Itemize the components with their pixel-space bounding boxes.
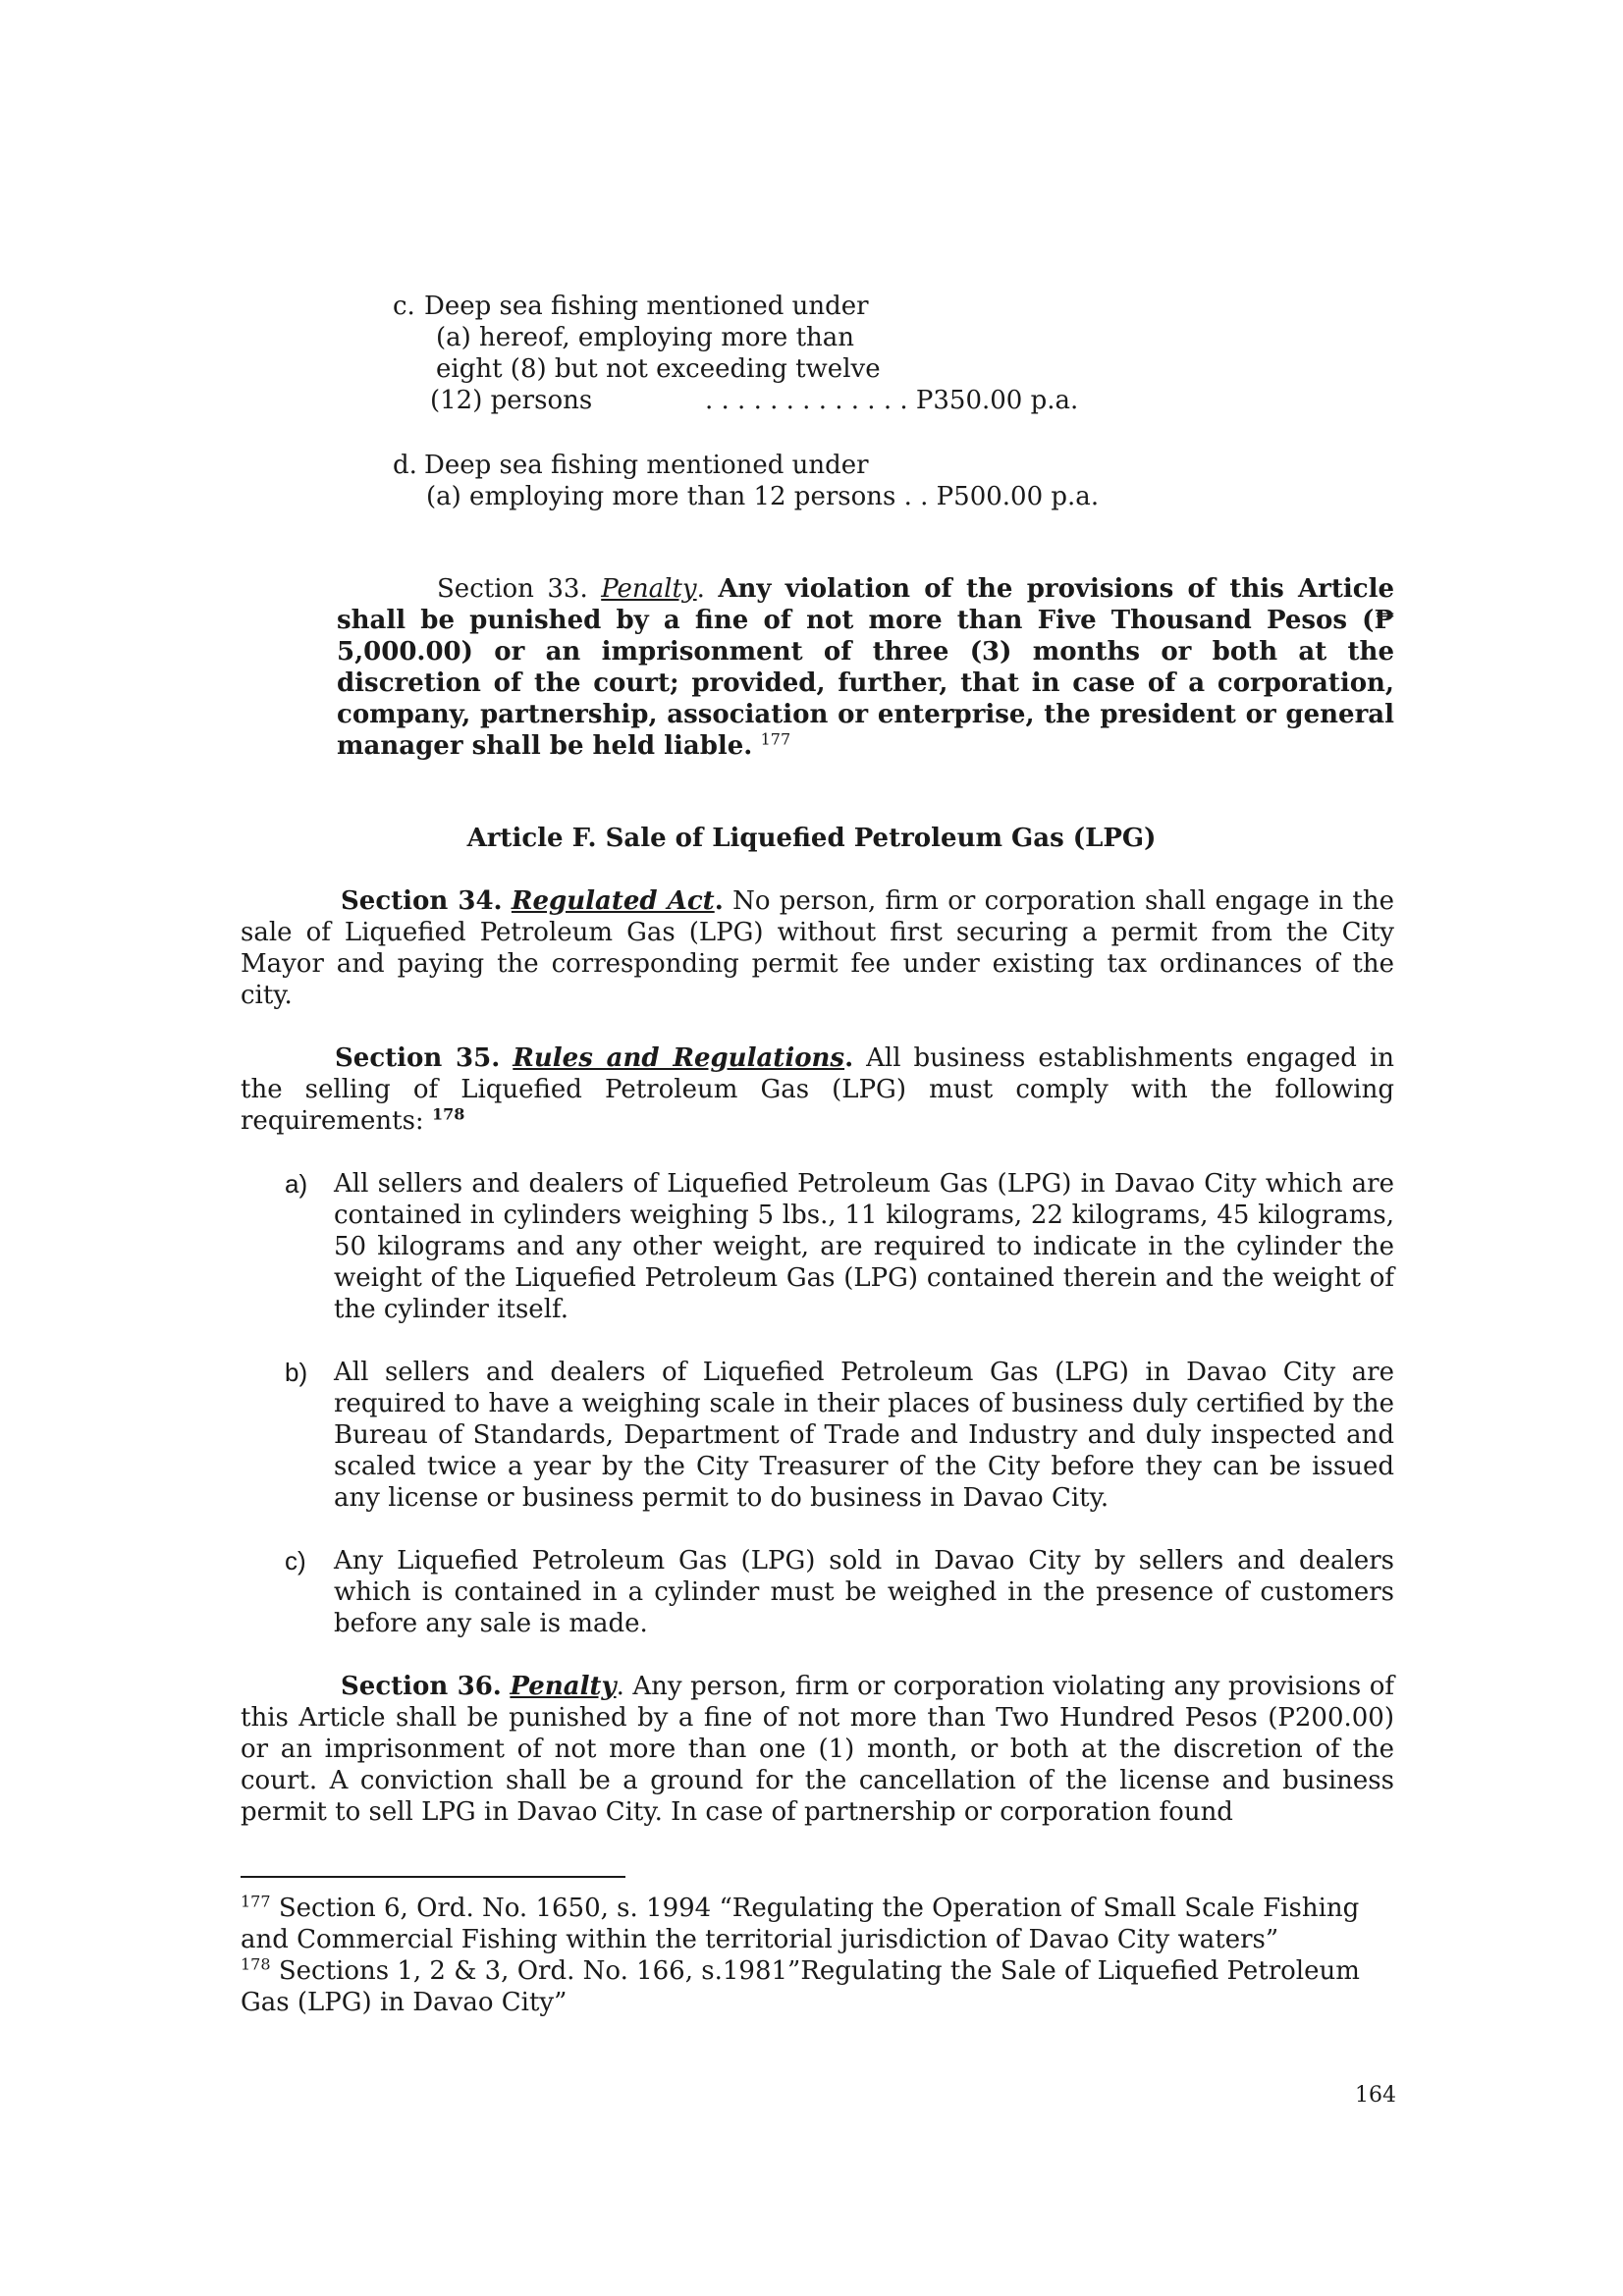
fee-item-line: Deep sea fishing mentioned under [424,292,869,321]
footnote-ref: 177 [760,729,791,749]
list-marker: a) [285,1169,308,1199]
footnote-number: 178 [241,1954,271,1974]
list-marker: c) [285,1546,306,1575]
fee-item-line: (a) employing more than 12 persons . . P500.00 p.a. [426,482,1100,511]
section-number: Section 35. [335,1043,501,1073]
footnote-text: Section 6, Ord. No. 1650, s. 1994 “Regulating the Operation of Small Scale Fishing and Commercial Fishing within the territorial jurisdiction of Davao City waters” [241,1894,1360,1954]
list-item-text: All sellers and dealers of Liquefied Petroleum Gas (LPG) in Davao City are required to have a weighing scale in their places of business duly certified by the Bureau of Standards, Department of Trade and Industry and duly inspected and scaled twice a year by the City Treasurer of the City before they can be issued any license or business permit to do business in Davao City. [334,1358,1394,1513]
fee-item-label: d. [393,451,417,480]
requirement-b [285,1357,1394,1514]
section-33: Section 33. Penalty. Any violation of the provisions of this Article shall be punished by a fine of not more than Five Thousand Pesos (₱ 5,000.00) or an imprisonment of three (3) months or both at the discretion of the court; provided, further, that in case of a corporation, company, partnership, association or enterprise, the president or general manager shall be held liable. $^{177}$ [337,574,1394,761]
section-body: All business establishments engaged in the selling of Liquefied Petroleum Gas (LPG) must comply with the following requirements: [241,1043,1395,1136]
requirement-a [285,1168,1394,1325]
section-34: Section 34. Regulated Act. No person, firm or corporation shall engage in the sale of Liquefied Petroleum Gas (LPG) without first securing a permit from the City Mayor and paying the corresponding permit fee under existing tax ordinances of the city. [241,886,1394,1010]
section-body: Any violation of the provisions of this Article shall be punished by a fine of not more than Five Thousand Pesos (₱ 5,000.00) or an imprisonment of three (3) months or both at the discretion of the court; provided, further, that in case of a corporation, company, partnership, association or enterprise, the president or general manager shall be held liable. [337,574,1394,761]
fee-item-d [393,450,1099,512]
footnote-number: 177 [241,1892,271,1911]
section-body: No person, firm or corporation shall engage in the sale of Liquefied Petroleum Gas (LPG) without first securing a permit from the City Mayor and paying the corresponding permit fee under existing tax ordinances of the city. [241,886,1394,1010]
section-35: Section 35. Rules and Regulations. All business establishments engaged in the selling of Liquefied Petroleum Gas (LPG) must comply with the following requirements: $^{178}$ [241,1043,1395,1136]
page-number: 164 [1355,2083,1396,2108]
requirement-c [285,1545,1394,1639]
section-title: Regulated Act [511,886,715,916]
footnote-text: Sections 1, 2 & 3, Ord. No. 166, s.1981”Regulating the Sale of Liquefied Petroleum Gas (LPG) in Davao City” [241,1956,1360,2017]
article-heading: Article F. Sale of Liquefied Petroleum Gas (LPG) [466,824,1157,853]
list-item-text: Any Liquefied Petroleum Gas (LPG) sold in Davao City by sellers and dealers which is contained in a cylinder must be weighed in the presence of customers before any sale is made. [334,1546,1394,1638]
footnote-ref: 178 [431,1104,465,1124]
section-number: Section 33. [437,574,588,604]
section-title: Rules and Regulations [513,1043,845,1073]
list-marker: b) [285,1358,308,1387]
fee-item-line: (12) persons [430,386,593,415]
section-number: Section 36. [341,1672,502,1701]
footnote-177 [241,1893,1394,1955]
fee-item-line: (a) hereof, employing more than [436,323,855,352]
fee-item-line: Deep sea fishing mentioned under [424,451,869,480]
section-number: Section 34. [341,886,503,916]
section-title: Penalty [601,574,697,604]
section-title: Penalty [510,1672,617,1701]
fee-item-c [393,291,1078,416]
fee-amount: . . . . . . . . . . . . . P350.00 p.a. [705,386,1079,415]
section-body: Any person, firm or corporation violating any provisions of this Article shall be punished by a fine of not more than Two Hundred Pesos (P200.00) or an imprisonment of not more than one (1) month, or both at the discretion of the court. A conviction shall be a ground for the cancellation of the license and business permit to sell LPG in Davao City. In case of partnership or corporation found [241,1672,1395,1827]
list-item-text: All sellers and dealers of Liquefied Petroleum Gas (LPG) in Davao City which are contained in cylinders weighing 5 lbs., 11 kilograms, 22 kilograms, 45 kilograms, 50 kilograms and any other weight, are required to indicate in the cylinder the weight of the Liquefied Petroleum Gas (LPG) contained therein and the weight of the cylinder itself. [334,1169,1394,1324]
fee-item-line: eight (8) but not exceeding twelve [436,354,881,384]
fee-item-label: c. [393,292,415,321]
footnote-178 [241,1955,1394,2018]
section-36: Section 36. Penalty. Any person, firm or corporation violating any provisions of this Article shall be punished by a fine of not more than Two Hundred Pesos (P200.00) or an imprisonment of not more than one (1) month, or both at the discretion of the court. A conviction shall be a ground for the cancellation of the license and business permit to sell LPG in Davao City. In case of partnership or corporation found [241,1672,1395,1827]
footnote-separator [241,1876,625,1878]
